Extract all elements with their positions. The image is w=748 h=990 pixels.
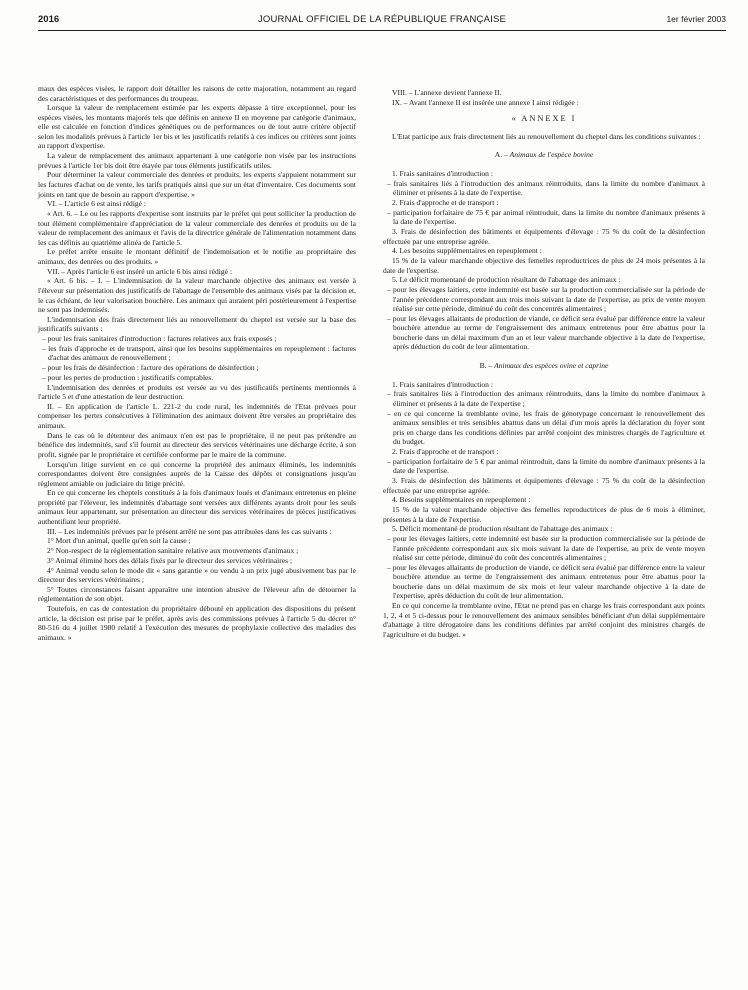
- list-item: 2. Frais d'approche et de transport :: [392, 446, 499, 456]
- list-item: – pour les élevages allaitants de production de viande, ce déficit sera évalué par différence entre la valeur bouchère attendue au terme de l'engraissement des animaux entretenus pour être abattus pour la boucherie dans un délai maximum d'un an et leur valeur marchande objective à la date de l'expertise, après déduction du coût de leur alimentation.: [387, 313, 705, 352]
- list-item: 5. Le déficit momentané de production résultant de l'abattage des animaux :: [392, 275, 621, 285]
- section-title: Animaux des espèces ovine et caprine: [494, 361, 609, 370]
- list-item: – en ce qui concerne la tremblante ovine, les frais de génotypage concernant le renouvellement des animaux sensibles et très sensibles abattus dans un délai d'un mois après la déclaration du foyer sont pris en charge dans les conditions définies par arrêté conjoint des ministres chargés de l'agriculture et du budget.: [387, 408, 705, 447]
- list-item: – pour les élevages laitiers, cette indemnité est basée sur la production commercialisée sur la période de l'année précédente correspondant aux six mois suivant la date de l'expertise, au prix de vente moyen réalisé sur cette période, diminué du coût des concentrés alimentaires ;: [387, 533, 705, 563]
- list-item: 3° Animal éliminé hors des délais fixés par le directeur des services vétérinaires ;: [47, 555, 293, 565]
- paragraph: 15 % de la valeur marchande objective des femelles reproductrices de plus de 6 mois à éliminer, présentes à la date de l'expertise.: [383, 504, 705, 524]
- section-prefix: A. –: [494, 150, 508, 160]
- section-heading-a: [383, 150, 705, 160]
- list-item: – pour les frais sanitaires d'introduction : factures relatives aux frais exposés ;: [42, 334, 277, 344]
- paragraph: II. – En application de l'article L. 221-2 du code rural, les indemnités de l'Etat prévues pour compenser les pertes consécutives à l'élimination des animaux doivent être versées au propriétaire des animaux.: [38, 401, 356, 430]
- page-number: 2016: [38, 14, 60, 25]
- paragraph: Pour déterminer la valeur commerciale des denrées et produits, les experts s'appuient notamment sur les factures d'achat ou de vente, les tarifs pratiqués ainsi que sur un état d'inventaire. Ces documents sont joints en tant que de besoin au rapport d'expertise. »: [38, 170, 356, 199]
- section-heading-b: [383, 361, 705, 371]
- list-item: 1. Frais sanitaires d'introduction :: [392, 168, 493, 178]
- issue-date: 1er février 2003: [666, 14, 726, 24]
- paragraph: VIII. – L'annexe devient l'annexe II.: [392, 88, 502, 97]
- list-item: – frais sanitaires liés à l'introduction des animaux réintroduits, dans la limite du nombre d'animaux à éliminer et présents à la date de l'expertise ;: [387, 389, 705, 408]
- left-column: [38, 84, 356, 643]
- paragraph: Le préfet arrête ensuite le montant définitif de l'indemnisation et le notifie au propriétaire des animaux, des denrées ou des produits. »: [38, 247, 356, 266]
- paragraph: VI. – L'article 6 est ainsi rédigé :: [47, 199, 147, 209]
- list-item: – pour les élevages allaitants de production de viande, ce déficit sera évalué par différence entre la valeur bouchère attendue au terme de l'engraissement des animaux entretenus pour être abattus pour la boucherie dans un délai maximum de six mois et leur valeur marchande objective à la date de l'expertise, après déduction du coût de leur alimentation.: [387, 562, 705, 601]
- list-item: – participation forfaitaire de 5 € par animal réintroduit, dans la limite du nombre d'animaux présents à la date de l'expertise.: [387, 456, 705, 476]
- paragraph: IX. – Avant l'annexe II est insérée une annexe I ainsi rédigée :: [392, 97, 579, 107]
- paragraph: Toutefois, en cas de contestation du propriétaire débouté en application des dispositions du présent article, la décision est prise par le préfet, après avis des commissions prévues à l'article 5 du décret n° 80-516 du 4 juillet 1980 relatif à l'exécution des mesures de prophylaxie collective des maladies des animaux. »: [38, 604, 356, 642]
- paragraph: Lorsque la valeur de remplacement estimée par les experts dépasse à titre exceptionnel, pour les espèces visées, les montants majorés tels que définis en annexe II en moyenne par catégorie d'animaux, elle est calculée en fonction d'indices génétiques ou de performances ou de tout autre critère objectif selon les modalités prévues à l'article 1er bis et les justificatifs relatifs à ces indices ou critères sont joints au rapport d'expertise.: [38, 103, 356, 151]
- paragraph: « Art. 6 bis. – I. – L'indemnisation de la valeur marchande objective des animaux est versée à l'éleveur sur présentation des justificatifs de l'abattage de l'ensemble des animaux visés par la décision et, le cas échéant, de leur valorisation bouchère. Les animaux qui auraient péri postérieurement à l'expertise ne sont pas indemnisés.: [38, 276, 356, 315]
- section-title: Animaux de l'espèce bovine: [509, 150, 594, 160]
- section-prefix: B. –: [479, 361, 493, 370]
- annex-title: « ANNEXE I: [511, 114, 577, 124]
- list-item: 1. Frais sanitaires d'introduction :: [392, 379, 493, 389]
- page-header: [38, 14, 726, 28]
- paragraph: III. – Les indemnités prévues par le présent arrêté ne sont pas attribuées dans les cas suivants :: [47, 526, 332, 536]
- list-item: – les frais d'approche et de transport, ainsi que les besoins supplémentaires en repeuplement : factures d'achat des animaux de renouvellement ;: [42, 343, 356, 363]
- list-item: – pour les élevages laitiers, cette indemnité est basée sur la production commercialisée sur la période de l'année précédente correspondant aux trois mois suivant la date de l'expertise, au prix de vente moyen réalisé sur cette période, diminué du coût des concentrés alimentaires ;: [387, 284, 705, 314]
- paragraph: L'Etat participe aux frais directement liés au renouvellement du cheptel dans les conditions suivantes :: [392, 131, 701, 141]
- list-item: 2° Non-respect de la réglementation sanitaire relative aux mouvements d'animaux ;: [47, 546, 299, 556]
- paragraph: L'indemnisation des denrées et produits est versée au vu des justificatifs pertinents mentionnés à l'article 5 et d'une attestation de leur destruction.: [38, 382, 356, 402]
- paragraph: Lorsqu'un litige survient en ce qui concerne la propriété des animaux éliminés, les indemnités correspondantes doivent être consignées auprès de la Caisse des dépôts et consignations jusqu'au règlement amiable ou judiciaire du litige précité.: [38, 459, 356, 488]
- paragraph: En ce qui concerne les cheptels constitués à la fois d'animaux loués et d'animaux entretenus en pleine propriété par l'éleveur, les indemnités d'abattage sont versées aux différents ayants droit pour les seuls animaux leur appartenant, sur présentation au directeur des services vétérinaires de pièces justificatives authentifiant leur propriété.: [38, 488, 356, 526]
- header-rule: [38, 30, 726, 31]
- paragraph: VII. – Après l'article 6 est inséré un article 6 bis ainsi rédigé :: [47, 266, 232, 276]
- list-item: 5. Déficit momentané de production résultant de l'abattage des animaux :: [392, 524, 613, 534]
- paragraph: L'indemnisation des frais directement liés au renouvellement du cheptel est versée sur la base des justificatifs suivants :: [38, 314, 356, 334]
- paragraph: maux des espèces visées, le rapport doit détailler les raisons de cette majoration, notamment au regard des caractéristiques et des performances du troupeau.: [38, 84, 356, 103]
- list-item: 3. Frais de désinfection des bâtiments et équipements d'élevage : 75 % du coût de la désinfection effectuée par une entreprise agréée.: [383, 475, 705, 495]
- right-column: [383, 88, 705, 640]
- list-item: 2. Frais d'approche et de transport :: [392, 197, 499, 207]
- paragraph: En ce qui concerne la tremblante ovine, l'Etat ne prend pas en charge les frais correspondant aux points 1, 2, 4 et 5 ci-dessus pour le renouvellement des animaux sensibles bénéficiant d'un délai supplémentaire d'abattage à titre dérogatoire dans les conditions définies par arrêté conjoint des ministres chargés de l'agriculture et du budget. »: [383, 601, 705, 639]
- list-item: 5° Toutes circonstances faisant apparaître une intention abusive de l'éleveur afin de détourner la réglementation de son objet.: [38, 584, 356, 604]
- list-item: – participation forfaitaire de 75 € par animal réintroduit, dans la limite du nombre d'animaux présents à la date de l'expertise.: [387, 207, 705, 227]
- list-item: – pour les frais de désinfection : facture des opérations de désinfection ;: [42, 363, 259, 373]
- paragraph: La valeur de remplacement des animaux appartenant à une catégorie non visée par les instructions prévues à l'article 1er bis doit être étayée par tous éléments justificatifs utiles.: [38, 151, 356, 170]
- list-item: 3. Frais de désinfection des bâtiments et équipements d'élevage : 75 % du coût de la désinfection effectuée par une entreprise agréée.: [383, 226, 705, 246]
- list-item: – pour les pertes de production : justificatifs comptables.: [42, 372, 214, 382]
- list-item: 4° Animal vendu selon le mode dit « sans garantie » ou vendu à un prix jugé abusivement bas par le directeur des services vétérinaires ;: [38, 565, 356, 585]
- journal-title: JOURNAL OFFICIEL DE LA RÉPUBLIQUE FRANÇAISE: [257, 14, 507, 25]
- paragraph: 15 % de la valeur marchande objective des femelles reproductrices de plus de 24 mois présentes à la date de l'expertise.: [383, 255, 705, 275]
- list-item: 4. Besoins supplémentaires en repeuplement :: [392, 495, 531, 505]
- list-item: 4. Les besoins supplémentaires en repeuplement :: [392, 246, 542, 256]
- paragraph: « Art. 6. – Le ou les rapports d'expertise sont instruits par le préfet qui peut solliciter la production de tout élément complémentaire d'appréciation de la valeur commerciale des denrées et produits ou de la valeur de remplacement des animaux et l'avis de la directrice générale de l'alimentation notamment dans les cas définis au quatrième alinéa de l'article 5.: [38, 209, 356, 247]
- list-item: 1° Mort d'un animal, quelle qu'en soit la cause ;: [47, 536, 191, 546]
- list-item: – frais sanitaires liés à l'introduction des animaux réintroduits, dans la limite du nombre d'animaux à éliminer et présents à la date de l'expertise.: [387, 178, 705, 198]
- paragraph: Dans le cas où le détenteur des animaux n'en est pas le propriétaire, il ne peut pas prétendre au bénéfice des indemnités, sauf s'il fournit au directeur des services vétérinaires une décharge écrite, à son profit, signée par le propriétaire et certifiée conforme par le maire de la commune.: [38, 430, 356, 459]
